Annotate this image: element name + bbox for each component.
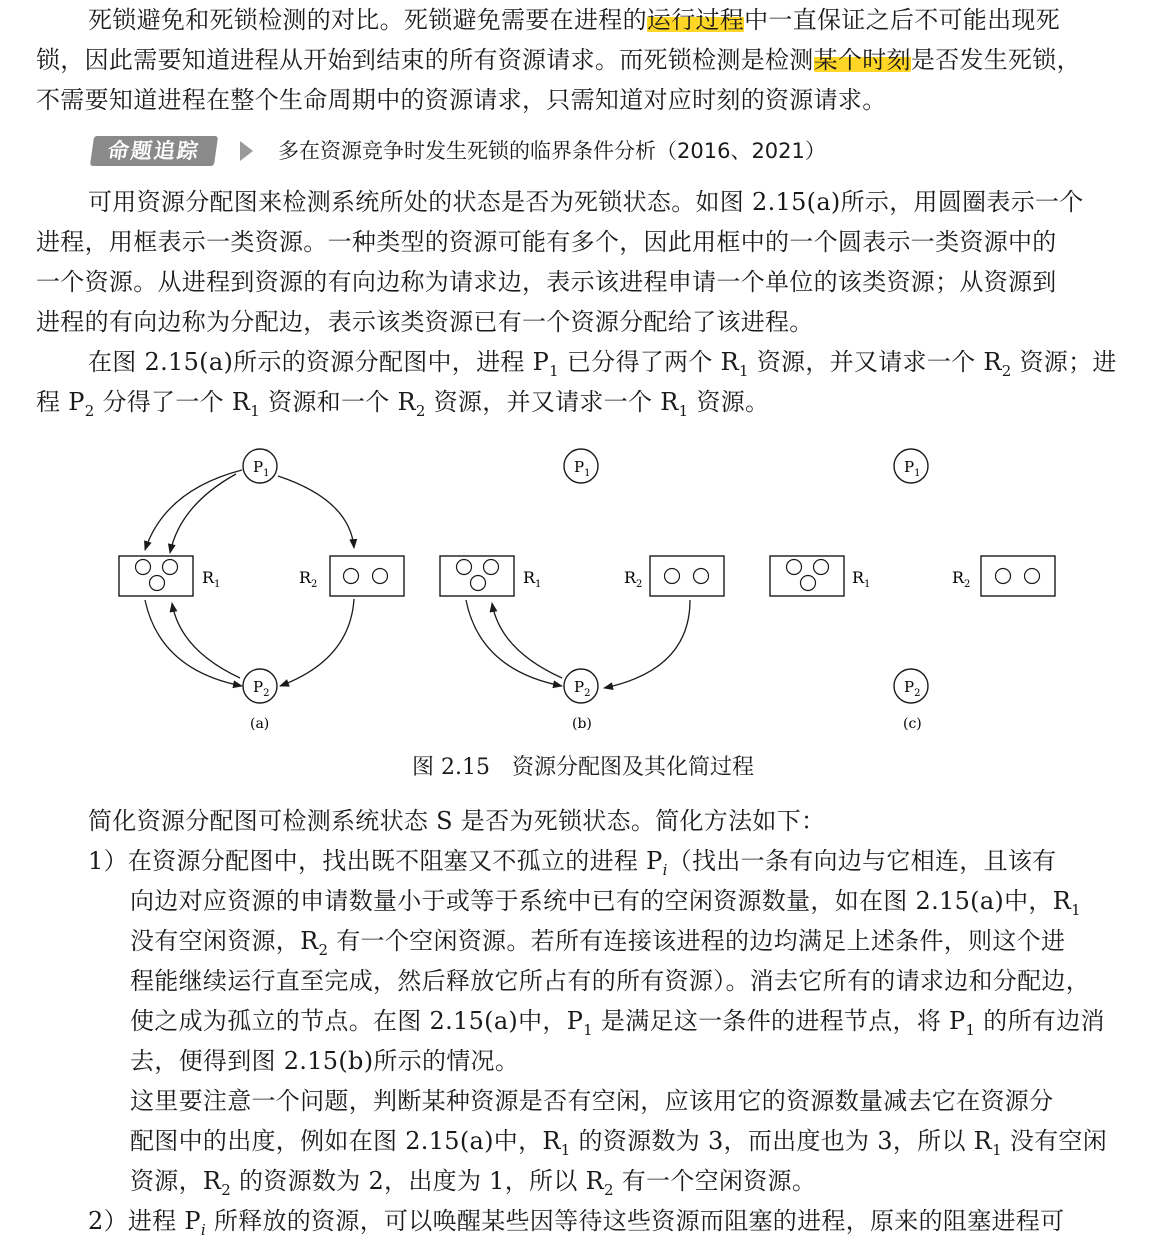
text-segment: 中一直保证之后不可能出现死 <box>744 6 1061 34</box>
text-segment: 资源和一个 R <box>260 388 416 416</box>
item1-line4: 程能继续运行直至完成，然后释放它所占有的所有资源）。消去它所有的请求边和分配边， <box>130 967 1090 995</box>
para2-line2: 进程，用框表示一类资源。一种类型的资源可能有多个，因此用框中的一个圆表示一类资源中的 <box>36 228 1057 256</box>
tracking-text: 多在资源竞争时发生死锁的临界条件分析（2016、2021） <box>278 139 826 163</box>
subscript: 2 <box>1001 362 1012 380</box>
resource-label: $R_1$ <box>202 568 221 590</box>
item2-line1 <box>88 1201 1064 1244</box>
text-segment: 的所有边消 <box>975 1007 1105 1035</box>
panel-label-c: (c) <box>903 716 922 732</box>
resource-box-r2 <box>330 556 404 596</box>
resource-box-r2 <box>981 556 1055 596</box>
subscript: 1 <box>992 1141 1002 1159</box>
subscript: 1 <box>560 1141 571 1159</box>
resource-label: $R_2$ <box>624 568 643 590</box>
subscript: i <box>200 1221 206 1239</box>
item1-line6: 去，便得到图 2.15(b)所示的情况。 <box>130 1047 520 1075</box>
item1-line3 <box>130 921 1065 964</box>
subscript: 1 <box>678 402 689 420</box>
panel-b <box>440 449 724 732</box>
item1-note-line3 <box>130 1161 816 1204</box>
subscript: 1 <box>250 402 261 420</box>
node-label: $P_1$ <box>574 458 591 479</box>
text-segment: 使之成为孤立的节点。在图 2.15(a)中，P <box>130 1007 584 1035</box>
item1-line2 <box>130 881 1081 924</box>
figure-caption: 图 2.15 资源分配图及其化简过程 <box>412 755 754 780</box>
para3-line1 <box>88 342 1117 385</box>
text-segment: 已分得了两个 R <box>558 348 739 376</box>
para4: 简化资源分配图可检测系统状态 S 是否为死锁状态。简化方法如下： <box>88 807 826 835</box>
item1-note-line2 <box>130 1121 1107 1164</box>
resource-box-r2 <box>650 556 724 596</box>
list-number: 2） <box>88 1207 128 1235</box>
panel-label-a: (a) <box>250 716 270 732</box>
para1-line3: 不需要知道进程在整个生命周期中的资源请求，只需知道对应时刻的资源请求。 <box>36 86 887 114</box>
subscript: 2 <box>221 1181 232 1199</box>
text-segment: 的资源数为 2，出度为 1，所以 R <box>231 1167 604 1195</box>
node-label: $P_1$ <box>904 458 921 479</box>
text-segment: 进程 P <box>127 1207 201 1235</box>
item1-line1 <box>88 841 1056 884</box>
item1-line5 <box>130 1001 1105 1044</box>
node-label: $P_2$ <box>574 678 591 699</box>
panel-c <box>770 449 1055 732</box>
subscript: 1 <box>1071 901 1081 919</box>
node-label: $P_2$ <box>253 678 270 699</box>
item1-note-line1: 这里要注意一个问题，判断某种资源是否有空闲，应该用它的资源数量减去它在资源分 <box>130 1087 1054 1115</box>
subscript: 2 <box>84 402 95 420</box>
highlight-certain-moment: 某个时刻 <box>813 46 911 74</box>
resource-label: $R_2$ <box>952 568 971 590</box>
text-segment: 程 P <box>36 388 85 416</box>
tracking-badge: 命题追踪 <box>90 136 218 166</box>
text-segment: 有一个空闲资源。 <box>613 1167 817 1195</box>
triangle-arrow-icon <box>240 141 253 161</box>
subscript: 2 <box>318 941 329 959</box>
text-segment: 资源；进 <box>1011 348 1117 376</box>
subscript: 2 <box>415 402 426 420</box>
list-number: 1） <box>88 847 128 875</box>
text-segment: 在图 2.15(a)所示的资源分配图中，进程 P <box>88 348 550 376</box>
node-label: $P_1$ <box>253 458 270 479</box>
subscript: 2 <box>603 1181 614 1199</box>
text-segment: 向边对应资源的申请数量小于或等于系统中已有的空闲资源数量，如在图 2.15(a)中，R <box>130 887 1072 915</box>
text-segment: （找出一条有向边与它相连，且该有 <box>667 847 1057 875</box>
text-segment: 资源，R <box>130 1167 222 1195</box>
panel-a <box>119 449 404 732</box>
subscript: 1 <box>965 1021 976 1039</box>
text-segment: 所释放的资源，可以唤醒某些因等待这些资源而阻塞的进程，原来的阻塞进程可 <box>205 1207 1065 1235</box>
text-segment: 有一个空闲资源。若所有连接该进程的边均满足上述条件，则这个进 <box>328 927 1066 955</box>
text-segment: 在资源分配图中，找出既不阻塞又不孤立的进程 P <box>127 847 663 875</box>
text-segment: 资源，并又请求一个 R <box>425 388 679 416</box>
text-segment: 资源，并又请求一个 R <box>748 348 1002 376</box>
resource-label: $R_1$ <box>523 568 542 590</box>
text-segment: 的资源数为 3，而出度也为 3，所以 R <box>570 1127 993 1155</box>
para3-line2 <box>36 382 769 425</box>
para2-line3: 一个资源。从进程到资源的有向边称为请求边，表示该进程申请一个单位的该类资源；从资源到 <box>36 268 1057 296</box>
text-segment: 配图中的出度，例如在图 2.15(a)中，R <box>130 1127 561 1155</box>
resource-label: $R_1$ <box>852 568 871 590</box>
subscript: 1 <box>738 362 749 380</box>
para1-line2 <box>36 40 1081 80</box>
panel-label-b: (b) <box>572 716 592 732</box>
text-segment: 是满足这一条件的进程节点，将 P <box>593 1007 966 1035</box>
para2-line4: 进程的有向边称为分配边，表示该类资源已有一个资源分配给了该进程。 <box>36 308 814 336</box>
text-segment: 没有空闲 <box>1001 1127 1108 1155</box>
text-segment: 死锁避免和死锁检测的对比。死锁避免需要在进程的 <box>88 6 647 34</box>
text-segment: 没有空闲资源，R <box>130 927 319 955</box>
text-segment: 分得了一个 R <box>94 388 251 416</box>
resource-label: $R_2$ <box>299 568 318 590</box>
text-segment: 锁，因此需要知道进程从开始到结束的所有资源请求。而死锁检测是检测 <box>36 46 814 74</box>
highlight-running-process: 运行过程 <box>646 6 745 34</box>
para2-line1: 可用资源分配图来检测系统所处的状态是否为死锁状态。如图 2.15(a)所示，用圆圈表示一个 <box>88 188 1084 216</box>
resource-allocation-diagram <box>100 440 1080 740</box>
subscript: 1 <box>549 362 559 380</box>
para1-line1 <box>88 0 1060 40</box>
text-segment: 是否发生死锁， <box>910 46 1081 74</box>
node-label: $P_2$ <box>904 678 921 699</box>
subscript: i <box>662 861 668 879</box>
text-segment: 资源。 <box>688 388 770 416</box>
subscript: 1 <box>583 1021 593 1039</box>
